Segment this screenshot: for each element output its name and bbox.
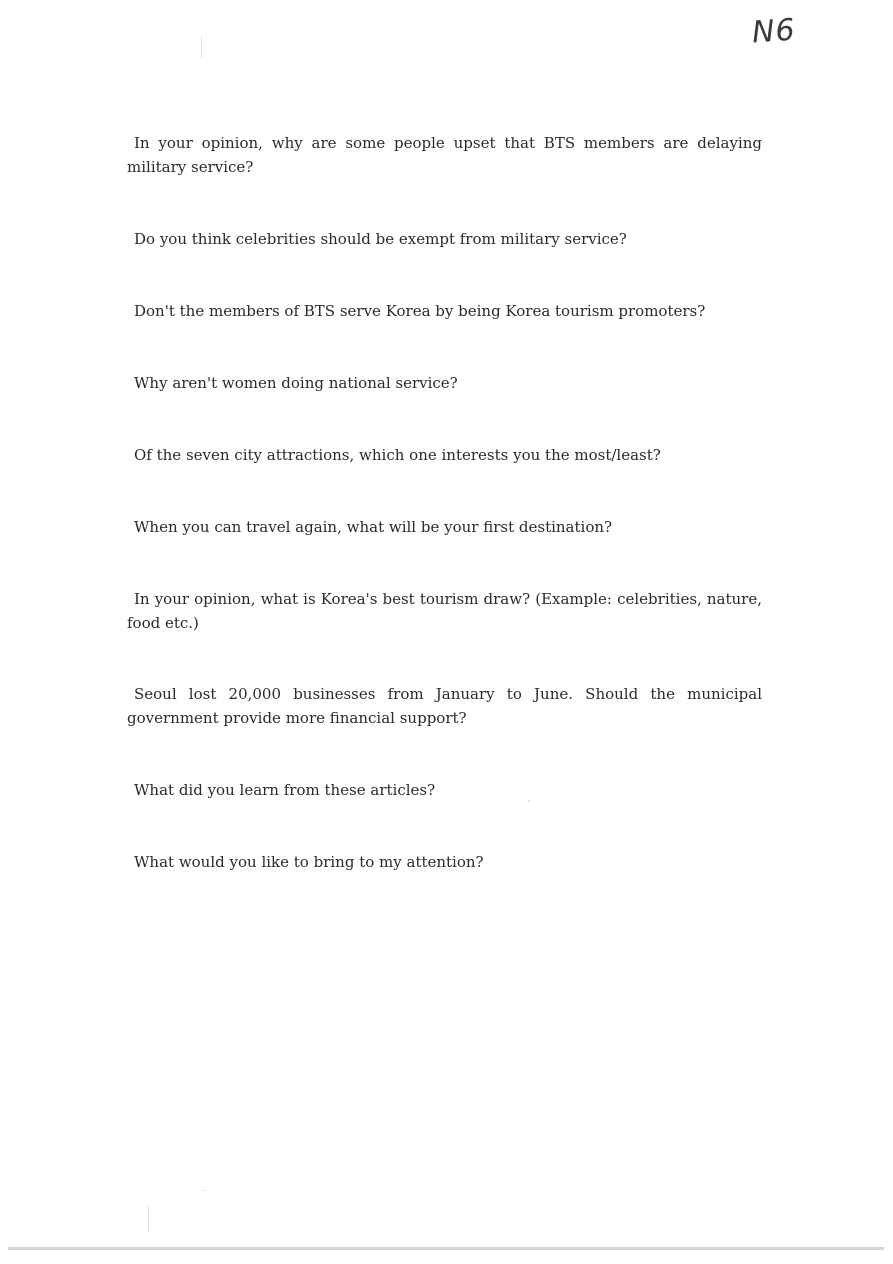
question-6: When you can travel again, what will be your first destination?	[134, 518, 613, 536]
question-4: Why aren't women doing national service?	[134, 374, 458, 392]
question-5: Of the seven city attractions, which one interests you the most/least?	[134, 446, 661, 464]
question-2: Do you think celebrities should be exempt from military service?	[134, 230, 627, 248]
question-10: What would you like to bring to my attention?	[134, 853, 484, 871]
handwritten-page-mark: N6	[750, 12, 797, 51]
scan-speck	[148, 1205, 149, 1231]
question-1: In your opinion, why are some people upset that BTS members are delaying military service?	[127, 134, 762, 176]
question-8: Seoul lost 20,000 businesses from January to June. Should the municipal government provide more financial support?	[127, 685, 762, 727]
scan-speck	[203, 1190, 206, 1191]
question-9: What did you learn from these articles?	[134, 781, 436, 799]
question-7: In your opinion, what is Korea's best tourism draw? (Example: celebrities, nature, food etc.)	[127, 590, 762, 632]
scan-bottom-edge	[8, 1247, 884, 1250]
question-3: Don't the members of BTS serve Korea by being Korea tourism promoters?	[134, 302, 706, 320]
scan-speck	[528, 800, 530, 802]
scan-speck	[201, 36, 202, 58]
